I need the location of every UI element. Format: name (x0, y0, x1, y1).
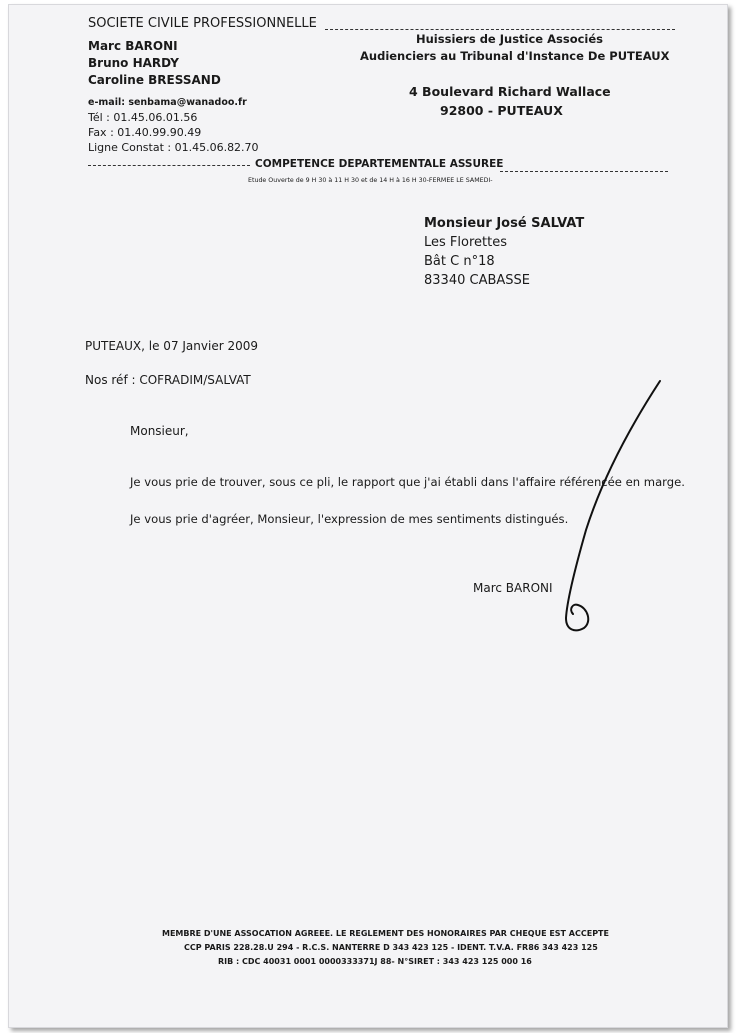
constat-line: Ligne Constat : 01.45.06.82.70 (88, 141, 259, 154)
footer-line: CCP PARIS 228.28.U 294 - R.C.S. NANTERRE D 343 423 125 - IDENT. T.V.A. FR86 343 423 125 (184, 943, 598, 952)
email-line: e-mail: senbama@wanadoo.fr (88, 97, 247, 108)
recipient-address-line: Les Florettes (424, 235, 507, 250)
partner-name: Caroline BRESSAND (88, 73, 221, 87)
office-hours: Etude Ouverte de 9 H 30 à 11 H 30 et de 14 H à 16 H 30-FERMEE LE SAMEDI- (248, 177, 493, 184)
recipient-address-line: Bât C n°18 (424, 254, 495, 269)
salutation: Monsieur, (130, 424, 189, 438)
firm-name: SOCIETE CIVILE PROFESSIONNELLE (88, 16, 317, 31)
recipient-address-line: 83340 CABASSE (424, 273, 530, 288)
recipient-name: Monsieur José SALVAT (424, 216, 585, 231)
partner-name: Bruno HARDY (88, 56, 179, 70)
reference: Nos réf : COFRADIM/SALVAT (85, 373, 251, 387)
partner-name: Marc BARONI (88, 39, 178, 53)
footer-line: RIB : CDC 40031 0001 0000333371J 88- N°SIRET : 343 423 125 000 16 (218, 957, 532, 966)
firm-court: Audienciers au Tribunal d'Instance De PUTEAUX (360, 49, 670, 63)
signatory-name: Marc BARONI (473, 581, 553, 595)
body-paragraph: Je vous prie d'agréer, Monsieur, l'expression de mes sentiments distingués. (130, 512, 569, 526)
place-date: PUTEAUX, le 07 Janvier 2009 (85, 339, 258, 353)
body-paragraph: Je vous prie de trouver, sous ce pli, le rapport que j'ai établi dans l'affaire référencée en marge. (130, 475, 685, 489)
phone-line: Tél : 01.45.06.01.56 (88, 111, 198, 124)
firm-title: Huissiers de Justice Associés (416, 32, 604, 46)
footer-line: MEMBRE D'UNE ASSOCATION AGREEE. LE REGLEMENT DES HONORAIRES PAR CHEQUE EST ACCEPTE (162, 929, 609, 938)
firm-address-street: 4 Boulevard Richard Wallace (409, 84, 611, 99)
competence-banner: COMPETENCE DEPARTEMENTALE ASSUREE (255, 158, 504, 170)
fax-line: Fax : 01.40.99.90.49 (88, 126, 202, 139)
firm-address-city: 92800 - PUTEAUX (440, 103, 563, 118)
